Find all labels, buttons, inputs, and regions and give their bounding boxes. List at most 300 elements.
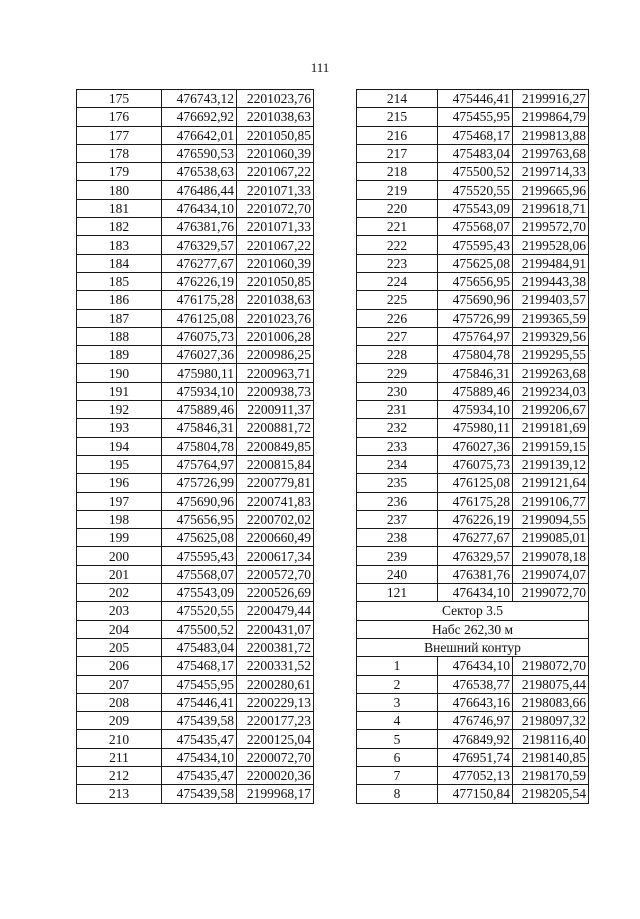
table-row <box>357 364 589 382</box>
point-number-cell: 230 <box>357 382 438 400</box>
x-coordinate-cell: 475435,47 <box>162 766 237 784</box>
y-coordinate-cell: 2198072,70 <box>513 657 589 675</box>
x-coordinate-cell: 476746,97 <box>438 712 513 730</box>
table-row <box>77 638 314 656</box>
table-row <box>77 163 314 181</box>
sector-title: Сектор 3.5 <box>357 602 589 620</box>
x-coordinate-cell: 475656,95 <box>162 510 237 528</box>
x-coordinate-cell: 476434,10 <box>438 657 513 675</box>
x-coordinate-cell: 475980,11 <box>438 419 513 437</box>
x-coordinate-cell: 475595,43 <box>162 547 237 565</box>
y-coordinate-cell: 2200072,70 <box>237 748 314 766</box>
table-row <box>357 675 589 693</box>
table-row <box>77 199 314 217</box>
point-number-cell: 203 <box>77 602 162 620</box>
point-number-cell: 193 <box>77 419 162 437</box>
y-coordinate-cell: 2198170,59 <box>513 766 589 784</box>
table-row <box>357 437 589 455</box>
x-coordinate-cell: 476175,28 <box>438 492 513 510</box>
point-number-cell: 200 <box>77 547 162 565</box>
point-number-cell: 236 <box>357 492 438 510</box>
point-number-cell: 238 <box>357 529 438 547</box>
point-number-cell: 218 <box>357 163 438 181</box>
x-coordinate-cell: 475446,41 <box>162 693 237 711</box>
y-coordinate-cell: 2201071,33 <box>237 218 314 236</box>
y-coordinate-cell: 2201023,76 <box>237 90 314 108</box>
x-coordinate-cell: 475568,07 <box>438 218 513 236</box>
y-coordinate-cell: 2199074,07 <box>513 565 589 583</box>
coordinates-table-right-top <box>357 90 589 602</box>
x-coordinate-cell: 476692,92 <box>162 108 237 126</box>
point-number-cell: 213 <box>77 785 162 803</box>
point-number-cell: 8 <box>357 785 438 803</box>
table-row <box>357 199 589 217</box>
y-coordinate-cell: 2201050,85 <box>237 272 314 290</box>
table-row <box>357 254 589 272</box>
x-coordinate-cell: 476175,28 <box>162 291 237 309</box>
y-coordinate-cell: 2199206,67 <box>513 401 589 419</box>
y-coordinate-cell: 2199121,64 <box>513 474 589 492</box>
sector-header <box>357 602 589 657</box>
y-coordinate-cell: 2201038,63 <box>237 108 314 126</box>
y-coordinate-cell: 2199181,69 <box>513 419 589 437</box>
point-number-cell: 216 <box>357 126 438 144</box>
point-number-cell: 237 <box>357 510 438 528</box>
point-number-cell: 180 <box>77 181 162 199</box>
table-row <box>77 272 314 290</box>
table-row <box>357 492 589 510</box>
point-number-cell: 233 <box>357 437 438 455</box>
y-coordinate-cell: 2198075,44 <box>513 675 589 693</box>
point-number-cell: 189 <box>77 346 162 364</box>
y-coordinate-cell: 2198116,40 <box>513 730 589 748</box>
x-coordinate-cell: 476434,10 <box>162 199 237 217</box>
y-coordinate-cell: 2200572,70 <box>237 565 314 583</box>
y-coordinate-cell: 2200280,61 <box>237 675 314 693</box>
x-coordinate-cell: 476329,57 <box>438 547 513 565</box>
y-coordinate-cell: 2199295,55 <box>513 346 589 364</box>
x-coordinate-cell: 475656,95 <box>438 272 513 290</box>
y-coordinate-cell: 2200125,04 <box>237 730 314 748</box>
y-coordinate-cell: 2199916,27 <box>513 90 589 108</box>
x-coordinate-cell: 475435,47 <box>162 730 237 748</box>
table-row <box>77 218 314 236</box>
table-row <box>77 474 314 492</box>
table-row <box>357 455 589 473</box>
y-coordinate-cell: 2199365,59 <box>513 309 589 327</box>
point-number-cell: 217 <box>357 144 438 162</box>
x-coordinate-cell: 475690,96 <box>162 492 237 510</box>
y-coordinate-cell: 2201006,28 <box>237 327 314 345</box>
table-row <box>77 492 314 510</box>
x-coordinate-cell: 475764,97 <box>162 455 237 473</box>
table-row <box>357 218 589 236</box>
table-row <box>77 455 314 473</box>
y-coordinate-cell: 2199665,96 <box>513 181 589 199</box>
y-coordinate-cell: 2199072,70 <box>513 584 589 602</box>
table-row <box>77 254 314 272</box>
coordinates-table-right <box>356 89 589 804</box>
table-row <box>357 785 589 803</box>
y-coordinate-cell: 2199572,70 <box>513 218 589 236</box>
y-coordinate-cell: 2201038,63 <box>237 291 314 309</box>
y-coordinate-cell: 2199763,68 <box>513 144 589 162</box>
y-coordinate-cell: 2200526,69 <box>237 584 314 602</box>
x-coordinate-cell: 476027,36 <box>438 437 513 455</box>
x-coordinate-cell: 476277,67 <box>162 254 237 272</box>
point-number-cell: 226 <box>357 309 438 327</box>
point-number-cell: 227 <box>357 327 438 345</box>
x-coordinate-cell: 475846,31 <box>438 364 513 382</box>
x-coordinate-cell: 475468,17 <box>438 126 513 144</box>
y-coordinate-cell: 2200911,37 <box>237 401 314 419</box>
y-coordinate-cell: 2201060,39 <box>237 254 314 272</box>
y-coordinate-cell: 2200779,81 <box>237 474 314 492</box>
point-number-cell: 192 <box>77 401 162 419</box>
y-coordinate-cell: 2199094,55 <box>513 510 589 528</box>
x-coordinate-cell: 475500,52 <box>438 163 513 181</box>
table-row <box>357 584 589 602</box>
table-row <box>77 144 314 162</box>
y-coordinate-cell: 2199528,06 <box>513 236 589 254</box>
point-number-cell: 235 <box>357 474 438 492</box>
table-row <box>357 748 589 766</box>
y-coordinate-cell: 2199443,38 <box>513 272 589 290</box>
x-coordinate-cell: 476743,12 <box>162 90 237 108</box>
point-number-cell: 183 <box>77 236 162 254</box>
point-number-cell: 182 <box>77 218 162 236</box>
point-number-cell: 220 <box>357 199 438 217</box>
x-coordinate-cell: 476329,57 <box>162 236 237 254</box>
point-number-cell: 225 <box>357 291 438 309</box>
y-coordinate-cell: 2198140,85 <box>513 748 589 766</box>
point-number-cell: 240 <box>357 565 438 583</box>
x-coordinate-cell: 476486,44 <box>162 181 237 199</box>
x-coordinate-cell: 475520,55 <box>162 602 237 620</box>
y-coordinate-cell: 2200702,02 <box>237 510 314 528</box>
point-number-cell: 191 <box>77 382 162 400</box>
table-row <box>77 364 314 382</box>
y-coordinate-cell: 2200479,44 <box>237 602 314 620</box>
table-row <box>357 236 589 254</box>
table-row <box>77 401 314 419</box>
point-number-cell: 179 <box>77 163 162 181</box>
x-coordinate-cell: 475520,55 <box>438 181 513 199</box>
table-row <box>357 657 589 675</box>
y-coordinate-cell: 2200660,49 <box>237 529 314 547</box>
x-coordinate-cell: 475568,07 <box>162 565 237 583</box>
y-coordinate-cell: 2200986,25 <box>237 346 314 364</box>
table-row <box>357 382 589 400</box>
table-row <box>77 181 314 199</box>
y-coordinate-cell: 2200881,72 <box>237 419 314 437</box>
x-coordinate-cell: 476226,19 <box>162 272 237 290</box>
y-coordinate-cell: 2199864,79 <box>513 108 589 126</box>
table-row <box>77 766 314 784</box>
sector-contour-label: Внешний контур <box>357 638 589 656</box>
x-coordinate-cell: 475726,99 <box>162 474 237 492</box>
x-coordinate-cell: 476590,53 <box>162 144 237 162</box>
point-number-cell: 209 <box>77 712 162 730</box>
x-coordinate-cell: 475543,09 <box>162 584 237 602</box>
table-row <box>357 163 589 181</box>
point-number-cell: 4 <box>357 712 438 730</box>
y-coordinate-cell: 2198083,66 <box>513 693 589 711</box>
point-number-cell: 202 <box>77 584 162 602</box>
point-number-cell: 231 <box>357 401 438 419</box>
table-row <box>357 401 589 419</box>
y-coordinate-cell: 2199813,88 <box>513 126 589 144</box>
x-coordinate-cell: 475500,52 <box>162 620 237 638</box>
y-coordinate-cell: 2200331,52 <box>237 657 314 675</box>
point-number-cell: 205 <box>77 638 162 656</box>
point-number-cell: 3 <box>357 693 438 711</box>
point-number-cell: 176 <box>77 108 162 126</box>
table-row <box>357 712 589 730</box>
x-coordinate-cell: 475434,10 <box>162 748 237 766</box>
table-row <box>77 437 314 455</box>
point-number-cell: 190 <box>77 364 162 382</box>
x-coordinate-cell: 476849,92 <box>438 730 513 748</box>
x-coordinate-cell: 477052,13 <box>438 766 513 784</box>
point-number-cell: 194 <box>77 437 162 455</box>
point-number-cell: 239 <box>357 547 438 565</box>
table-row <box>77 236 314 254</box>
y-coordinate-cell: 2201072,70 <box>237 199 314 217</box>
y-coordinate-cell: 2200815,84 <box>237 455 314 473</box>
y-coordinate-cell: 2201067,22 <box>237 163 314 181</box>
x-coordinate-cell: 475804,78 <box>162 437 237 455</box>
table-row <box>357 144 589 162</box>
coordinates-table-left <box>76 89 314 804</box>
table-row <box>77 309 314 327</box>
table-row <box>77 291 314 309</box>
table-row <box>77 620 314 638</box>
table-row <box>77 346 314 364</box>
point-number-cell: 199 <box>77 529 162 547</box>
y-coordinate-cell: 2199968,17 <box>237 785 314 803</box>
y-coordinate-cell: 2200938,73 <box>237 382 314 400</box>
point-number-cell: 232 <box>357 419 438 437</box>
x-coordinate-cell: 475625,08 <box>162 529 237 547</box>
x-coordinate-cell: 476642,01 <box>162 126 237 144</box>
x-coordinate-cell: 475483,04 <box>162 638 237 656</box>
point-number-cell: 210 <box>77 730 162 748</box>
x-coordinate-cell: 475439,58 <box>162 785 237 803</box>
y-coordinate-cell: 2201067,22 <box>237 236 314 254</box>
y-coordinate-cell: 2198097,32 <box>513 712 589 730</box>
y-coordinate-cell: 2199078,18 <box>513 547 589 565</box>
x-coordinate-cell: 475690,96 <box>438 291 513 309</box>
point-number-cell: 186 <box>77 291 162 309</box>
table-row <box>77 748 314 766</box>
coordinates-table-left-body <box>77 90 314 804</box>
y-coordinate-cell: 2201060,39 <box>237 144 314 162</box>
page-number: 111 <box>310 60 330 75</box>
x-coordinate-cell: 475468,17 <box>162 657 237 675</box>
y-coordinate-cell: 2200177,23 <box>237 712 314 730</box>
x-coordinate-cell: 476951,74 <box>438 748 513 766</box>
sector-contour-row <box>357 638 589 656</box>
x-coordinate-cell: 476434,10 <box>438 584 513 602</box>
table-row <box>357 327 589 345</box>
point-number-cell: 197 <box>77 492 162 510</box>
y-coordinate-cell: 2200381,72 <box>237 638 314 656</box>
point-number-cell: 228 <box>357 346 438 364</box>
point-number-cell: 184 <box>77 254 162 272</box>
y-coordinate-cell: 2200020,36 <box>237 766 314 784</box>
point-number-cell: 2 <box>357 675 438 693</box>
point-number-cell: 1 <box>357 657 438 675</box>
point-number-cell: 223 <box>357 254 438 272</box>
point-number-cell: 175 <box>77 90 162 108</box>
y-coordinate-cell: 2199714,33 <box>513 163 589 181</box>
point-number-cell: 215 <box>357 108 438 126</box>
sector-height: Набс 262,30 м <box>357 620 589 638</box>
y-coordinate-cell: 2199106,77 <box>513 492 589 510</box>
point-number-cell: 201 <box>77 565 162 583</box>
y-coordinate-cell: 2199085,01 <box>513 529 589 547</box>
y-coordinate-cell: 2200741,83 <box>237 492 314 510</box>
x-coordinate-cell: 475980,11 <box>162 364 237 382</box>
x-coordinate-cell: 475764,97 <box>438 327 513 345</box>
y-coordinate-cell: 2200229,13 <box>237 693 314 711</box>
table-row <box>77 126 314 144</box>
x-coordinate-cell: 475455,95 <box>162 675 237 693</box>
table-row <box>77 108 314 126</box>
table-row <box>77 657 314 675</box>
point-number-cell: 196 <box>77 474 162 492</box>
table-row <box>357 272 589 290</box>
table-row <box>77 327 314 345</box>
table-row <box>77 730 314 748</box>
table-row <box>357 766 589 784</box>
x-coordinate-cell: 476538,77 <box>438 675 513 693</box>
x-coordinate-cell: 475446,41 <box>438 90 513 108</box>
point-number-cell: 187 <box>77 309 162 327</box>
point-number-cell: 234 <box>357 455 438 473</box>
point-number-cell: 211 <box>77 748 162 766</box>
point-number-cell: 214 <box>357 90 438 108</box>
point-number-cell: 7 <box>357 766 438 784</box>
x-coordinate-cell: 477150,84 <box>438 785 513 803</box>
y-coordinate-cell: 2200849,85 <box>237 437 314 455</box>
x-coordinate-cell: 475439,58 <box>162 712 237 730</box>
point-number-cell: 198 <box>77 510 162 528</box>
table-row <box>77 419 314 437</box>
x-coordinate-cell: 475804,78 <box>438 346 513 364</box>
sector-height-row <box>357 620 589 638</box>
point-number-cell: 221 <box>357 218 438 236</box>
x-coordinate-cell: 475889,46 <box>162 401 237 419</box>
table-row <box>357 309 589 327</box>
table-row <box>357 529 589 547</box>
table-row <box>77 712 314 730</box>
y-coordinate-cell: 2199484,91 <box>513 254 589 272</box>
point-number-cell: 206 <box>77 657 162 675</box>
x-coordinate-cell: 476277,67 <box>438 529 513 547</box>
x-coordinate-cell: 476125,08 <box>162 309 237 327</box>
table-row <box>357 547 589 565</box>
point-number-cell: 224 <box>357 272 438 290</box>
x-coordinate-cell: 475595,43 <box>438 236 513 254</box>
table-row <box>77 602 314 620</box>
x-coordinate-cell: 475846,31 <box>162 419 237 437</box>
y-coordinate-cell: 2199403,57 <box>513 291 589 309</box>
point-number-cell: 185 <box>77 272 162 290</box>
point-number-cell: 121 <box>357 584 438 602</box>
table-row <box>357 565 589 583</box>
x-coordinate-cell: 476381,76 <box>162 218 237 236</box>
x-coordinate-cell: 476381,76 <box>438 565 513 583</box>
table-row <box>77 693 314 711</box>
y-coordinate-cell: 2199139,12 <box>513 455 589 473</box>
point-number-cell: 178 <box>77 144 162 162</box>
table-row <box>77 675 314 693</box>
y-coordinate-cell: 2199329,56 <box>513 327 589 345</box>
point-number-cell: 207 <box>77 675 162 693</box>
point-number-cell: 212 <box>77 766 162 784</box>
x-coordinate-cell: 475543,09 <box>438 199 513 217</box>
point-number-cell: 6 <box>357 748 438 766</box>
x-coordinate-cell: 476538,63 <box>162 163 237 181</box>
y-coordinate-cell: 2199234,03 <box>513 382 589 400</box>
y-coordinate-cell: 2201023,76 <box>237 309 314 327</box>
sector-title-row <box>357 602 589 620</box>
x-coordinate-cell: 476125,08 <box>438 474 513 492</box>
point-number-cell: 204 <box>77 620 162 638</box>
x-coordinate-cell: 475934,10 <box>162 382 237 400</box>
y-coordinate-cell: 2199263,68 <box>513 364 589 382</box>
table-row <box>77 529 314 547</box>
x-coordinate-cell: 475483,04 <box>438 144 513 162</box>
x-coordinate-cell: 476643,16 <box>438 693 513 711</box>
coordinates-table-right-bottom <box>357 657 589 803</box>
y-coordinate-cell: 2200963,71 <box>237 364 314 382</box>
table-row <box>77 382 314 400</box>
table-row <box>77 565 314 583</box>
table-row <box>357 90 589 108</box>
table-row <box>77 547 314 565</box>
x-coordinate-cell: 476226,19 <box>438 510 513 528</box>
y-coordinate-cell: 2201050,85 <box>237 126 314 144</box>
x-coordinate-cell: 475726,99 <box>438 309 513 327</box>
x-coordinate-cell: 475625,08 <box>438 254 513 272</box>
x-coordinate-cell: 476075,73 <box>438 455 513 473</box>
table-row <box>77 584 314 602</box>
y-coordinate-cell: 2199618,71 <box>513 199 589 217</box>
y-coordinate-cell: 2199159,15 <box>513 437 589 455</box>
point-number-cell: 219 <box>357 181 438 199</box>
table-row <box>77 510 314 528</box>
table-row <box>357 346 589 364</box>
y-coordinate-cell: 2200431,07 <box>237 620 314 638</box>
y-coordinate-cell: 2200617,34 <box>237 547 314 565</box>
table-row <box>357 181 589 199</box>
table-row <box>357 126 589 144</box>
table-row <box>77 785 314 803</box>
table-row <box>77 90 314 108</box>
table-row <box>357 108 589 126</box>
table-row <box>357 510 589 528</box>
x-coordinate-cell: 475934,10 <box>438 401 513 419</box>
x-coordinate-cell: 475889,46 <box>438 382 513 400</box>
x-coordinate-cell: 476075,73 <box>162 327 237 345</box>
point-number-cell: 177 <box>77 126 162 144</box>
table-row <box>357 730 589 748</box>
table-row <box>357 693 589 711</box>
point-number-cell: 208 <box>77 693 162 711</box>
